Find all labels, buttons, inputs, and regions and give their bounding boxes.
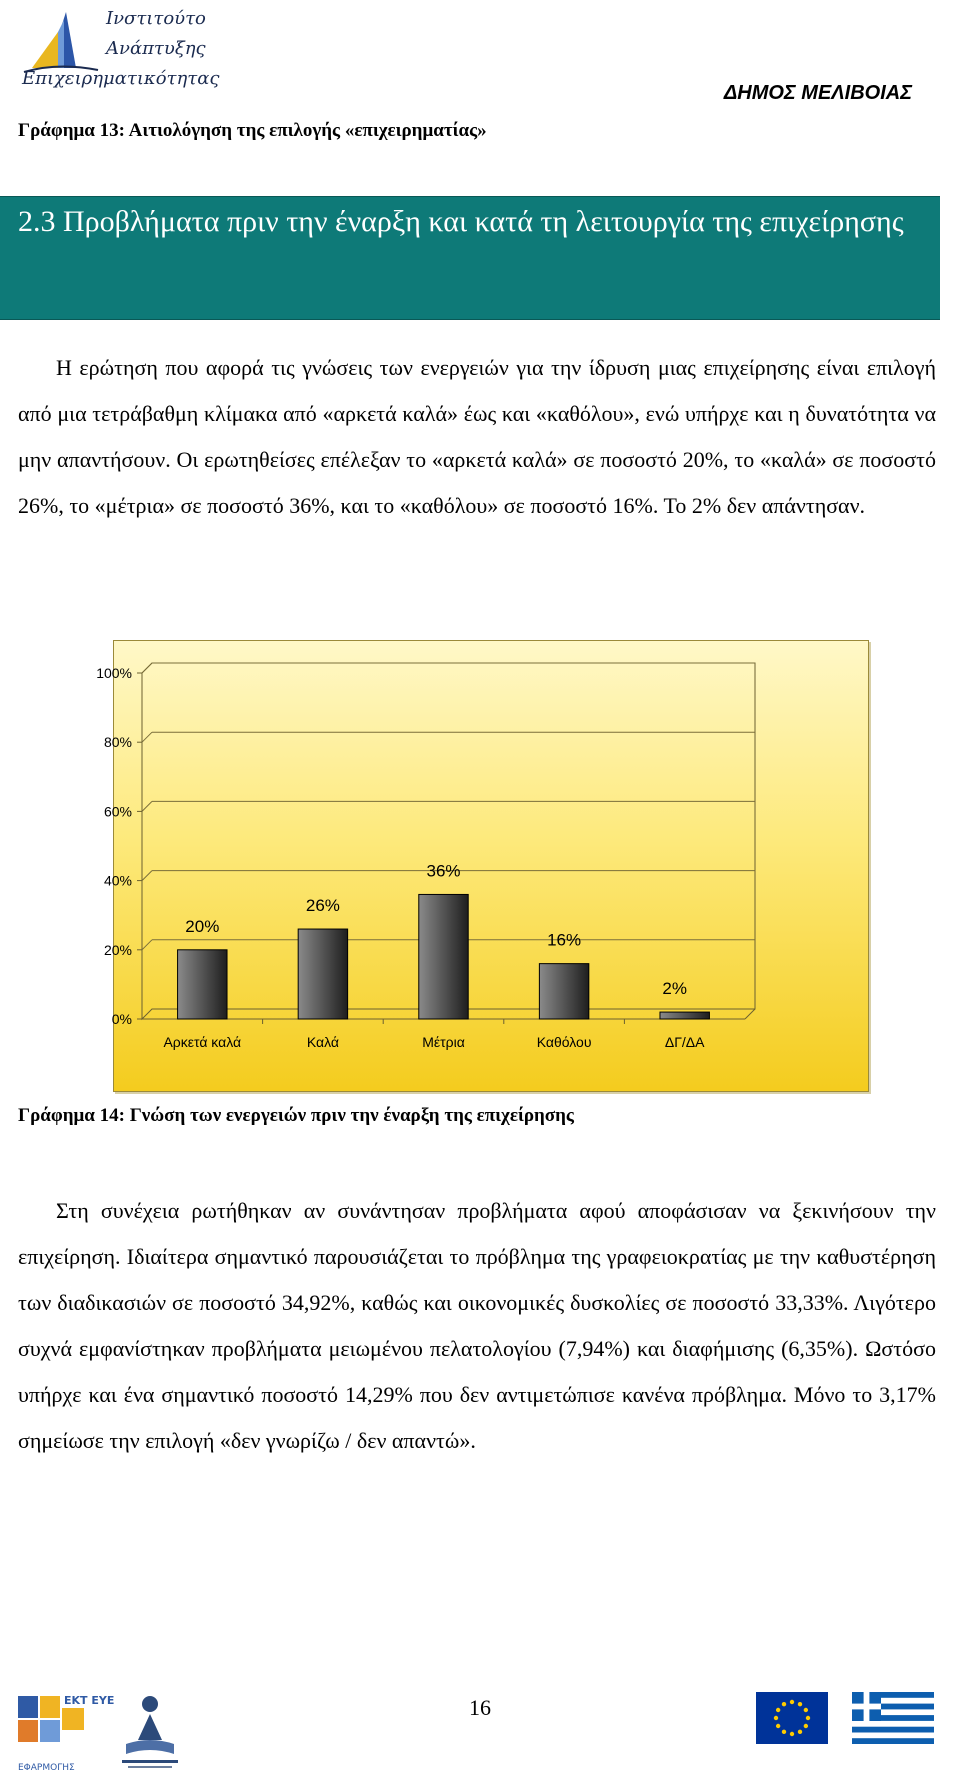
gridline-depth [142,732,152,742]
y-tick-label: 80% [103,734,132,751]
logo-line-3: Επιχειρηματικότητας [22,68,220,89]
x-axis-depth-line [745,1009,755,1019]
x-category-label: Καθόλου [536,1034,592,1050]
x-category-label: Καλά [306,1034,339,1050]
eu-star-icon [804,1724,808,1728]
logo-line-1: Ινστιτούτο [106,8,206,29]
knowledge-bar-chart [96,640,869,1092]
gridline-depth [142,663,152,673]
y-tick-label: 20% [103,941,132,958]
problems-paragraph: Στη συνέχεια ρωτήθηκαν αν συνάντησαν προβλήματα αφού αποφάσισαν να ξεκινήσουν την επιχείρηση. Ιδιαίτερα σημαντικό παρουσιάζεται το πρόβλημα της γραφειοκρατίας με την καθυστέρηση των διαδικασιών σε ποσοστό 34,92%, καθώς και οικονομικές δυσκολίες σε ποσοστό 33,33%. Λιγότερο συχνά εμφανίστηκαν προβλήματα μειωμένου πελατολογίου (7,94%) και διαφήμισης (6,35%). Ωστόσο υπήρχε και ένα σημαντικό ποσοστό 14,29% που δεν αντιμετώπισε κανένα πρόβλημα. Μόνο το 3,17% σημείωσε την επιλογή «δεν γνωρίζω / δεν απαντώ». [18,1198,936,1453]
x-category-label: Αρκετά καλά [163,1034,242,1050]
figure-13-caption: Γράφημα 13: Αιτιολόγηση της επιλογής «επιχειρηματίας» [18,120,487,141]
y-tick-label: 60% [103,803,132,820]
section-title: 2.3 Προβλήματα πριν την έναρξη και κατά τη λειτουργία της επιχείρησης [18,205,904,238]
chart-canvas [96,641,868,1091]
ekt-logo-subtext: ΕΦΑΡΜΟΓΗΣ [18,1763,75,1773]
bar [539,964,588,1019]
x-category-label: Μέτρια [422,1034,465,1050]
y-tick-label: 100% [96,665,132,681]
eu-star-icon [798,1730,802,1734]
gridline-depth [142,871,152,881]
data-label: 16% [547,930,582,950]
y-tick-label: 0% [111,1011,132,1027]
data-label: 2% [662,979,687,999]
logo-line-2: Ανάπτυξης [106,38,206,59]
municipality-name: ΔΗΜΟΣ ΜΕΛΙΒΟΙΑΣ [723,82,912,104]
data-label: 26% [305,896,340,916]
y-tick-label: 40% [103,872,132,889]
page-number: 16 [469,1695,491,1720]
x-category-label: ΔΓ/ΔΑ [664,1034,705,1050]
institute-logo [18,6,220,98]
section-banner [0,196,940,320]
gridline-depth [142,940,152,950]
data-label: 20% [185,916,220,936]
eu-star-icon [776,1724,780,1728]
bar [298,929,347,1019]
gridline-depth [142,801,152,811]
ekt-logo-text: ΕΚΤ ΕΥΕ [64,1694,115,1707]
eu-star-icon [782,1730,786,1734]
bar [419,894,468,1019]
bar [660,1012,709,1019]
data-label: 36% [426,861,461,881]
intro-paragraph: Η ερώτηση που αφορά τις γνώσεις των ενεργειών για την ίδρυση μιας επιχείρησης είναι επιλογή από μια τετράβαθμη κλίμακα από «αρκετά καλά» έως και «καθόλου», ενώ υπήρχε και η δυνατότητα να μην απαντήσουν. Οι ερωτηθείσες επέλεξαν το «αρκετά καλά» σε ποσοστό 20%, το «καλά» σε ποσοστό 26%, το «μέτρια» σε ποσοστό 36%, και το «καθόλου» σε ποσοστό 16%. Το 2% δεν απάντησαν. [18,355,936,518]
eu-star-icon [790,1732,794,1736]
figure-14-caption: Γράφημα 14: Γνώση των ενεργειών πριν την έναρξη της επιχείρησης [18,1105,574,1126]
bar [178,950,227,1019]
